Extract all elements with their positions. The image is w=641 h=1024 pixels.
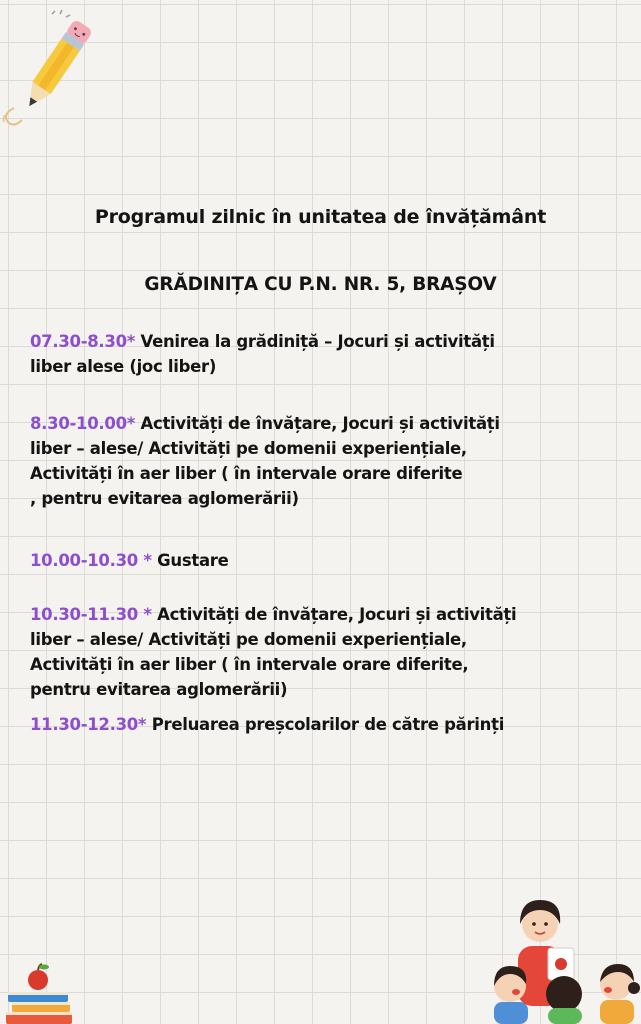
schedule-time: 8.30-10.00* (30, 414, 136, 433)
books-apple-icon (0, 962, 80, 1024)
kindergarten-name: GRĂDINIȚA CU P.N. NR. 5, BRAȘOV (144, 274, 497, 295)
schedule-entry (30, 411, 500, 511)
schedule-entry (30, 329, 495, 379)
schedule-text: liber – alese/ Activități pe domenii experiențiale, (30, 630, 467, 649)
schedule-text: pentru evitarea aglomerării) (30, 680, 288, 699)
schedule-text: Preluarea preșcolarilor de către părinți (146, 715, 505, 734)
schedule-text: liber alese (joc liber) (30, 357, 217, 376)
schedule-time: 10.00-10.30 * (30, 551, 152, 570)
schedule-text: Activități de învățare, Jocuri și activități (135, 414, 500, 433)
schedule-time: 07.30-8.30* (30, 332, 136, 351)
schedule-text: Venirea la grădiniță – Jocuri și activități (135, 332, 495, 351)
schedule-text: Activități în aer liber ( în intervale orare diferite (30, 464, 463, 483)
schedule-entry (30, 548, 229, 573)
schedule-entry (30, 602, 516, 702)
schedule-time: 10.30-11.30 * (30, 605, 152, 624)
schedule-text: Activități în aer liber ( în intervale orare diferite, (30, 655, 469, 674)
schedule-entry (30, 712, 504, 737)
teacher-children-illustration (488, 890, 641, 1024)
schedule-text: Gustare (151, 551, 229, 570)
schedule-text: , pentru evitarea aglomerării) (30, 489, 299, 508)
page-title: Programul zilnic în unitatea de învățământ (94, 206, 547, 228)
schedule-time: 11.30-12.30* (30, 715, 147, 734)
schedule-text: liber – alese/ Activități pe domenii experiențiale, (30, 439, 467, 458)
pencil-icon (0, 10, 100, 128)
schedule-text: Activități de învățare, Jocuri și activități (151, 605, 517, 624)
